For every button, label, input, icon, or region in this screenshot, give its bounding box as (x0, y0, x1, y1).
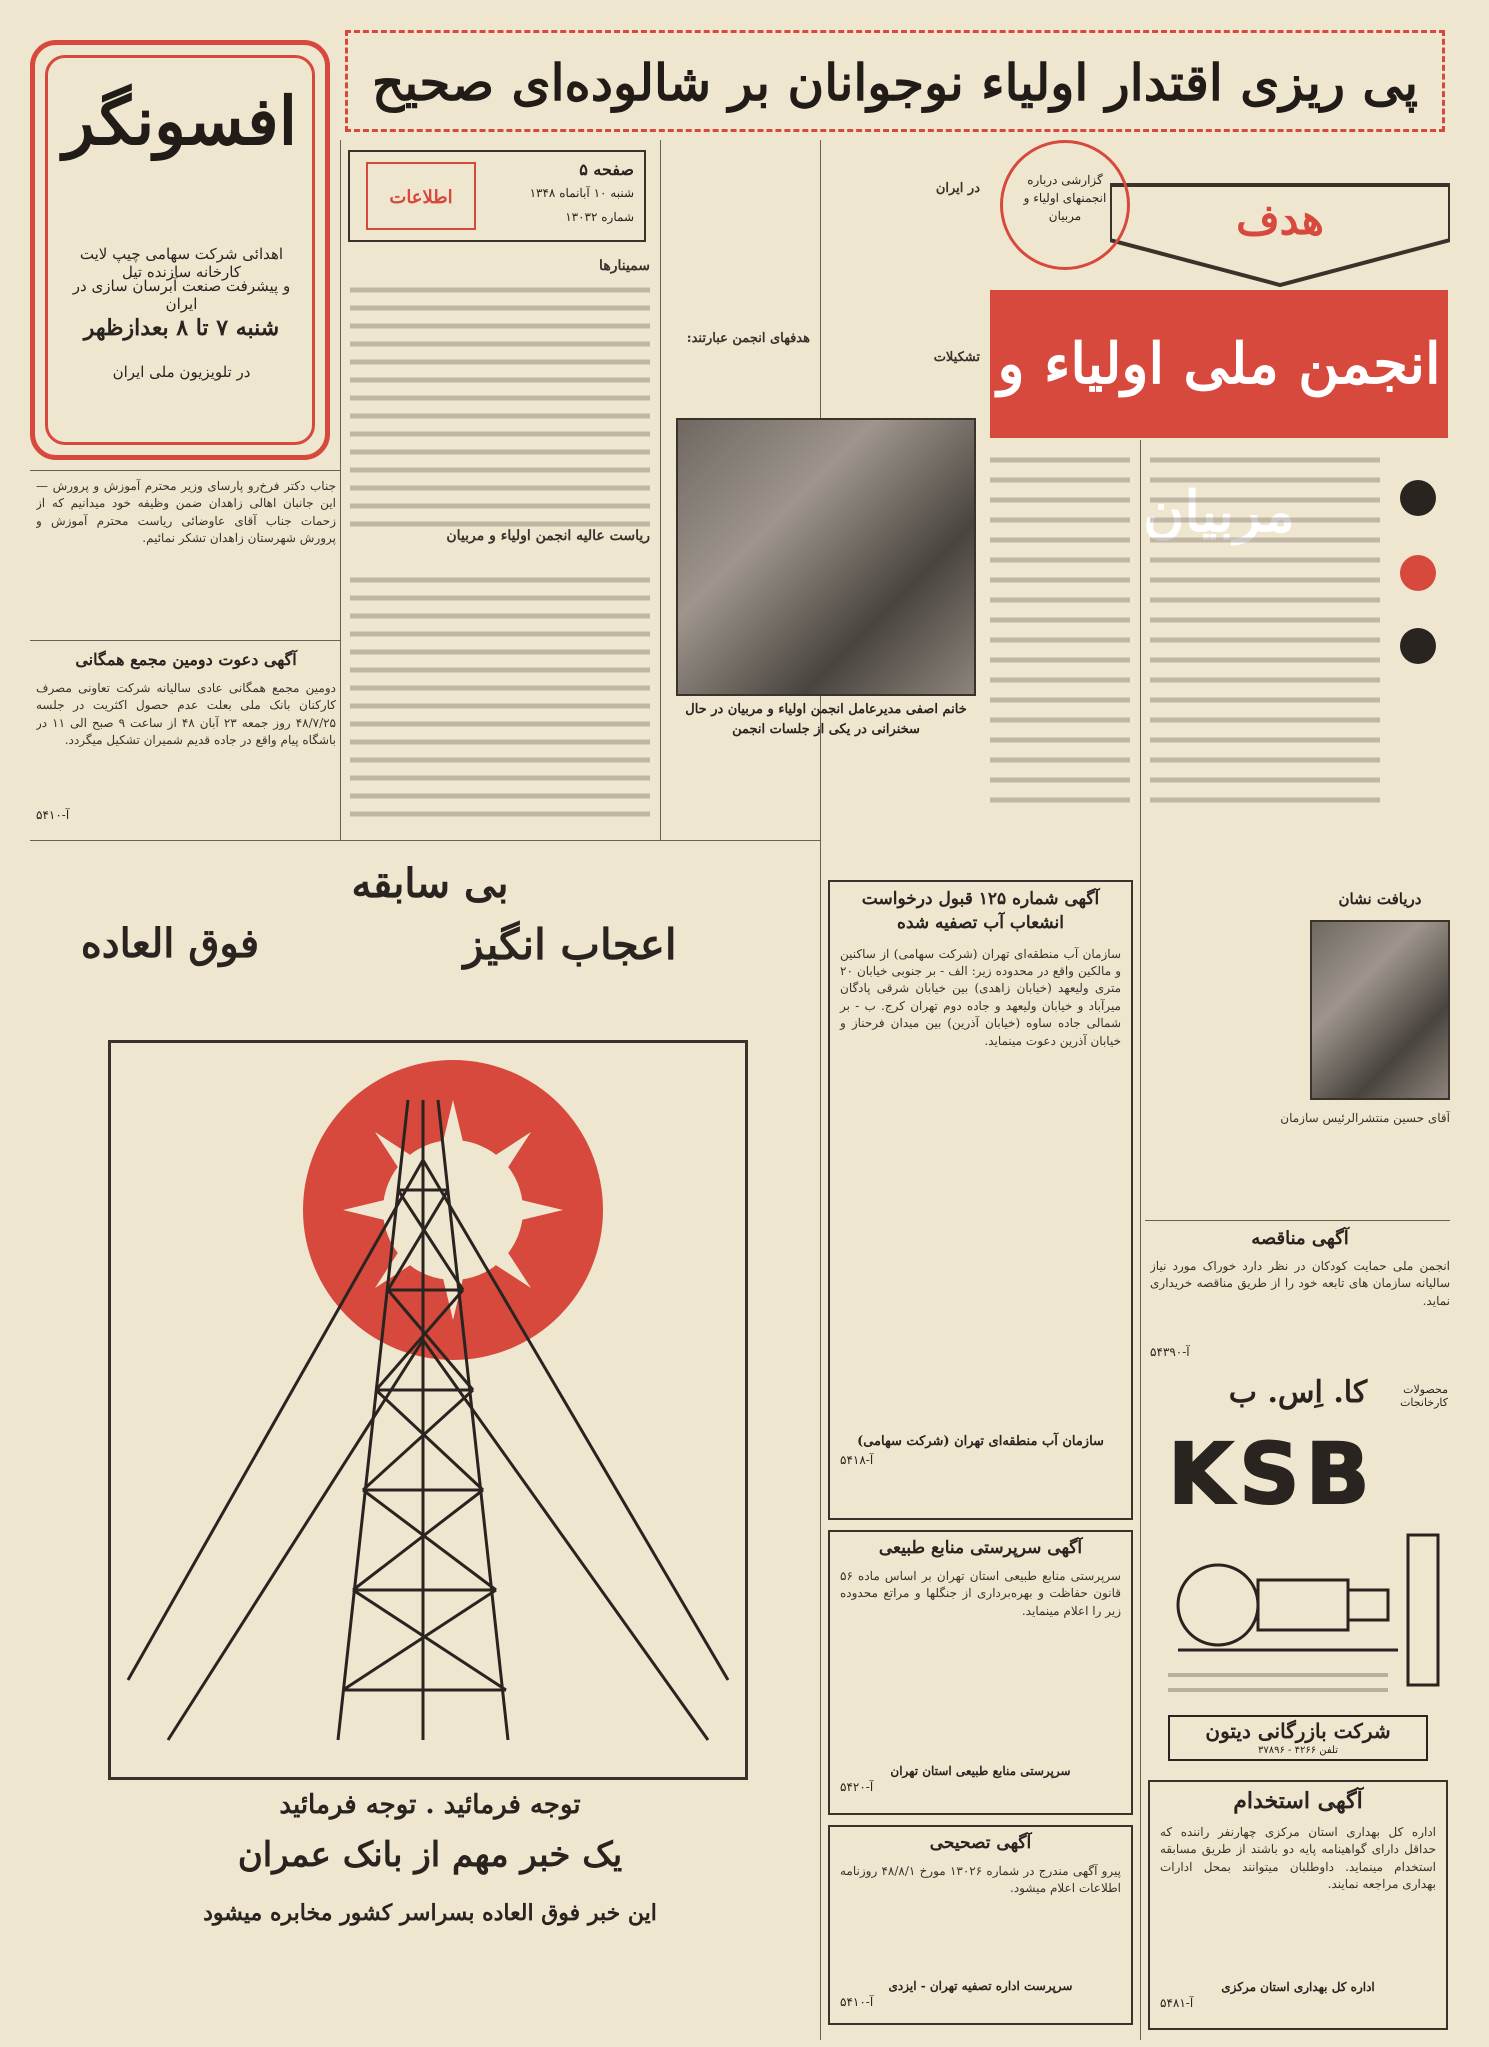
water-ad-body: سازمان آب منطقه‌ای تهران (شرکت سهامی) از ساکنین و مالکین واقع در محدوده زیر: الف - بر جنوبی خیابان ۲۰ متری ولیعهد (خیابان زاهدی) بین خیابان شرقی پادگان میرآباد و خیابان ولیعهد و جاده دوم تهران کرج. ب - بر شمالی جاده ساوه (خیابان آذرین) بین میدان فرحناز و خیابان آذرین دعوت مینماید. (840, 946, 1121, 1048)
employment-ad-title: آگهی استخدام (1233, 1788, 1363, 1814)
afsongar-line4: در تلویزیون ملی ایران (112, 363, 251, 381)
nature-ad-signature: سرپرستی منابع طبیعی استان تهران (890, 1764, 1071, 1778)
subhead-4: سمینارها (599, 258, 650, 274)
ksb-dealer (1168, 1715, 1428, 1761)
masthead-box (348, 150, 646, 242)
correction-ad-code: آ-۵۴۱۰ (840, 1995, 874, 2009)
headline: پی ریزی اقتدار اولیاء نوجوانان بر شالوده‌ای صحیح (371, 53, 1419, 112)
ksb-tag: محصولات کارخانجات (1400, 1383, 1448, 1409)
section-rule (30, 470, 340, 471)
portrait-photo (1310, 920, 1450, 1100)
water-ad (828, 880, 1133, 1520)
bank-ad-news: یک خبر مهم از بانک عمران (237, 1835, 623, 1875)
thanks-notice: جناب دکتر فرخ‌رو پارسای وزیر محترم آموزش و پرورش — این جانبان اهالی زاهدان ضمن وظیفه خود میدانیم که از زحمات جناب آقای عاوضائی ریاست محترم آموزش و پرورش شهرستان زاهدان تشکر نمائیم. (36, 479, 336, 546)
photo-caption: خانم اصفی مدیرعامل انجمن اولیاء و مربیان در حال سخنرانی در یکی از جلسات انجمن (685, 702, 967, 737)
meeting-notice-title: آگهی دعوت دومین مجمع همگانی (75, 650, 297, 669)
ksb-pump-illustration (1158, 1525, 1448, 1705)
tender-ad-body: انجمن ملی حمایت کودکان در نظر دارد خوراک مورد نیاز سالیانه سازمان های تابعه خود را از طریق مناقصه خریداری نماید. (1150, 1259, 1450, 1308)
bullet-dot (1400, 480, 1436, 516)
portrait-label: دریافت نشان (1338, 890, 1422, 908)
bank-ad-top-right: بی سابقه (351, 860, 509, 907)
water-ad-title: آگهی شماره ۱۲۵ قبول درخواست انشعاب آب تصفیه شده (861, 889, 1100, 933)
column-rule (660, 140, 661, 840)
bank-ad-attention: توجه فرمائید . توجه فرمائید (279, 1790, 581, 1820)
employment-ad (1148, 1780, 1448, 2030)
afsongar-line3: شنبه ۷ تا ۸ بعدازظهر (83, 315, 280, 341)
ksb-dealer-name: شرکت بازرگانی دیتون (1205, 1719, 1391, 1743)
section-rule (1145, 1220, 1450, 1221)
employment-ad-signature: اداره کل بهداری استان مرکزی (1221, 1980, 1375, 1994)
body-copy-lines-right (990, 450, 1130, 830)
article-column-right (830, 150, 980, 430)
masthead-logo-text: اطلاعات (389, 187, 453, 208)
employment-ad-body: اداره کل بهداری استان مرکزی چهارنفر راننده که حداقل دارای گواهینامه پایه دو باشند از طریق مسابقه استخدام مینماید. داوطلبان میتوانند بمحل ادارات بهداری مراجعه نمایند. (1160, 1825, 1436, 1892)
bank-ad-footer: این خبر فوق العاده بسراسر کشور مخابره میشود (203, 1900, 657, 1926)
subhead-5: ریاست عالیه انجمن اولیاء و مربیان (446, 528, 650, 545)
report-badge-text: گزارشی درباره انجمنهای اولیاء و مربیان (1023, 173, 1107, 223)
anjoman-banner (990, 290, 1448, 545)
body-copy-lines (350, 280, 650, 830)
body-copy-lines-far-right (1150, 450, 1380, 830)
masthead-logo (366, 162, 476, 230)
section-rule (30, 840, 820, 841)
correction-ad-title: آگهی تصحیحی (929, 1833, 1032, 1853)
nature-ad (828, 1530, 1133, 1815)
nature-ad-body: سرپرستی منابع طبیعی استان تهران بر اساس ماده ۵۶ قانون حفاظت و بهره‌برداری از جنگلها و مراتع محدوده زیر را اعلام مینماید. (840, 1569, 1121, 1618)
portrait-caption: آقای حسین منتشرالرئیس سازمان (1280, 1111, 1450, 1125)
afsongar-line1: اهدائی شرکت سهامی چیپ لایت کارخانه سازنده تیل (79, 245, 284, 281)
ksb-phones: تلفن ۴۲۶۶ - ۳۷۸۹۶ (1257, 1745, 1339, 1756)
correction-ad (828, 1825, 1133, 2025)
meeting-notice-signature: آ-۵۴۱۰ (36, 808, 70, 822)
nature-ad-title: آگهی سرپرستی منابع طبیعی (878, 1538, 1083, 1558)
water-ad-signature: سازمان آب منطقه‌ای تهران (شرکت سهامی) (857, 1433, 1104, 1449)
ksb-brand: KSB (1168, 1425, 1376, 1523)
subhead-3: تشکیلات (933, 349, 980, 365)
page-label: صفحه ۵ (579, 160, 634, 179)
ksb-persian-name: کا. اِس. ب (1228, 1375, 1368, 1410)
column-rule (340, 140, 341, 840)
correction-ad-signature: سرپرست اداره تصفیه تهران - ایزدی (888, 1979, 1073, 1993)
employment-ad-code: آ-۵۴۸۱ (1160, 1996, 1194, 2010)
meeting-notice-body: دومین مجمع همگانی عادی سالیانه شرکت تعاونی مصرف کارکنان بانک ملی بعلت عدم حصول اکثریت در جلسه ۴۸/۷/۲۵ روز جمعه ۲۳ آبان ۴۸ از ساعت ۹ صبح الی ۱۱ در باشگاه پیام واقع در جاده قدیم شمیران تشکیل میگردد. (36, 681, 336, 748)
subhead-2: هدفهای انجمن عبارتند: (686, 331, 810, 346)
subhead-1: در ایران (935, 181, 980, 196)
anjoman-banner-text: انجمن ملی اولیاء و مربیان (997, 331, 1441, 545)
afsongar-ad (30, 40, 330, 460)
report-badge (1000, 140, 1130, 270)
tender-ad-code: آ-۵۴۳۹۰ (1150, 1345, 1190, 1359)
afsongar-line2: و پیشرفت صنعت آبرسان سازی در ایران (72, 277, 291, 313)
article-column-mid (670, 150, 810, 390)
issue-line: شماره ۱۳۰۳۲ (565, 210, 634, 224)
bank-ad-illustration (108, 1040, 748, 1780)
tender-ad-title: آگهی مناقصه (1251, 1228, 1349, 1249)
afsongar-title: افسونگر (62, 82, 298, 160)
hadaf-label: هدف (1236, 195, 1324, 244)
bullet-dot (1400, 628, 1436, 664)
nature-ad-code: آ-۵۴۲۰ (840, 1780, 874, 1794)
column-rule (1140, 440, 1141, 2040)
meeting-photo (676, 418, 976, 696)
section-rule (30, 640, 340, 641)
correction-ad-body: پیرو آگهی مندرج در شماره ۱۳۰۲۶ مورخ ۴۸/۸/۱ روزنامه اطلاعات اعلام میشود. (840, 1864, 1121, 1896)
bank-ad-top-left: فوق العاده (80, 920, 260, 967)
bullet-dot (1400, 555, 1436, 591)
date-line: شنبه ۱۰ آبانماه ۱۳۴۸ (529, 186, 634, 200)
ksb-ad (1148, 1375, 1448, 1775)
water-ad-code: آ-۵۴۱۸ (840, 1452, 874, 1467)
bank-ad-top-center: اعجاب انگیز (463, 920, 677, 969)
